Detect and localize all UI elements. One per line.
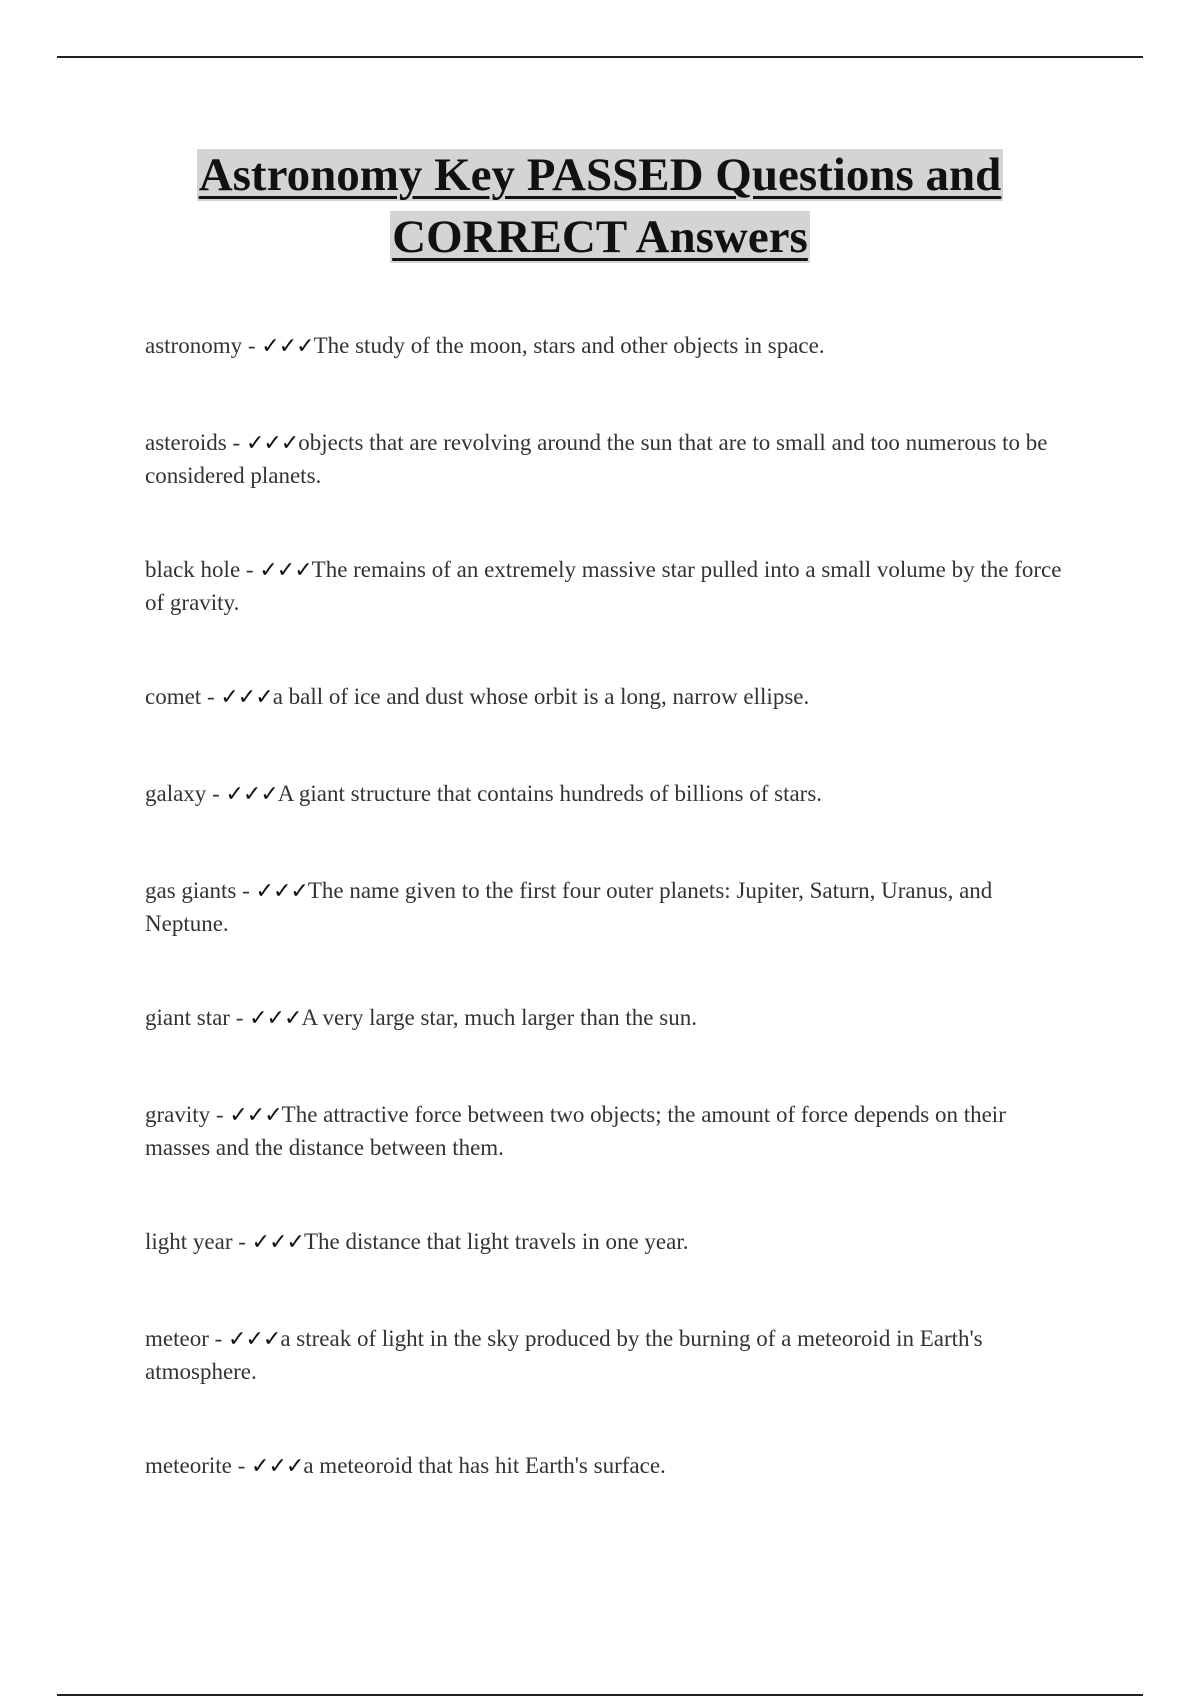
entry-definition: A giant structure that contains hundreds of billions of stars.	[277, 781, 823, 806]
entry-separator: -	[232, 1229, 252, 1254]
entry-separator: -	[242, 333, 262, 358]
entry-definition: a ball of ice and dust whose orbit is a long, narrow ellipse.	[272, 684, 810, 709]
entry-meteor	[145, 1323, 1065, 1388]
checkmarks-icon: ✓✓✓	[259, 558, 312, 583]
entry-term: meteor	[145, 1326, 209, 1351]
entry-term: black hole	[145, 557, 241, 582]
entry-galaxy	[145, 778, 1065, 811]
checkmarks-icon: ✓✓✓	[245, 431, 299, 456]
entry-term: astronomy	[145, 333, 243, 358]
entry-separator: -	[208, 1326, 229, 1351]
entry-definition: A very large star, much larger than the sun.	[301, 1005, 697, 1030]
entry-definition: The name given to the first four outer planets: Jupiter, Saturn, Uranus, and Neptune.	[145, 878, 993, 936]
entry-definition: a meteoroid that has hit Earth's surface.	[303, 1453, 666, 1478]
entry-term: comet	[145, 684, 202, 709]
entry-separator: -	[231, 1453, 252, 1478]
entry-definition: a streak of light in the sky produced by the burning of a meteoroid in Earth's atmosphere.	[145, 1326, 983, 1384]
entry-definition: The attractive force between two objects; the amount of force depends on their masses and the distance between them.	[145, 1102, 1006, 1160]
bottom-divider	[57, 1694, 1143, 1696]
entry-term: light year	[145, 1229, 233, 1254]
entry-separator: -	[240, 557, 260, 582]
entry-comet	[145, 681, 1065, 714]
top-divider	[57, 56, 1143, 58]
entry-term: meteorite	[145, 1453, 232, 1478]
checkmarks-icon: ✓✓✓	[225, 782, 278, 807]
entry-separator: -	[229, 1005, 250, 1030]
entry-separator: -	[201, 684, 221, 709]
page-title	[0, 144, 1200, 268]
entry-term: giant star	[145, 1005, 230, 1030]
entry-light-year	[145, 1226, 1065, 1259]
entry-meteorite	[145, 1450, 1065, 1483]
title-line-1: Astronomy Key PASSED Questions and	[198, 149, 1002, 201]
checkmarks-icon: ✓✓✓	[229, 1103, 282, 1128]
entry-definition: The study of the moon, stars and other objects in space.	[313, 333, 825, 358]
entry-definition: The distance that light travels in one year.	[303, 1229, 689, 1254]
checkmarks-icon: ✓✓✓	[251, 1230, 304, 1255]
checkmarks-icon: ✓✓✓	[255, 879, 308, 904]
entry-term: asteroids	[145, 430, 227, 455]
entry-definition: The remains of an extremely massive star pulled into a small volume by the force of gravity.	[145, 557, 1062, 615]
entry-term: gravity	[145, 1102, 211, 1127]
checkmarks-icon: ✓✓✓	[251, 1454, 304, 1479]
entry-separator: -	[206, 781, 226, 806]
entry-giant-star	[145, 1002, 1065, 1035]
checkmarks-icon: ✓✓✓	[249, 1006, 302, 1031]
entry-asteroids	[145, 427, 1065, 492]
checkmarks-icon: ✓✓✓	[261, 334, 314, 359]
entry-separator: -	[236, 878, 256, 903]
entry-term: galaxy	[145, 781, 207, 806]
entry-definition: objects that are revolving around the sun that are to small and too numerous to be considered planets.	[145, 430, 1048, 488]
entry-separator: -	[226, 430, 246, 455]
entry-astronomy	[145, 330, 1065, 363]
entry-gravity	[145, 1099, 1065, 1164]
checkmarks-icon: ✓✓✓	[228, 1327, 281, 1352]
title-line-2: CORRECT Answers	[392, 211, 808, 263]
checkmarks-icon: ✓✓✓	[220, 685, 273, 710]
entry-separator: -	[210, 1102, 230, 1127]
entry-term: gas giants	[145, 878, 237, 903]
entry-black-hole	[145, 554, 1065, 619]
entry-gas-giants	[145, 875, 1065, 940]
